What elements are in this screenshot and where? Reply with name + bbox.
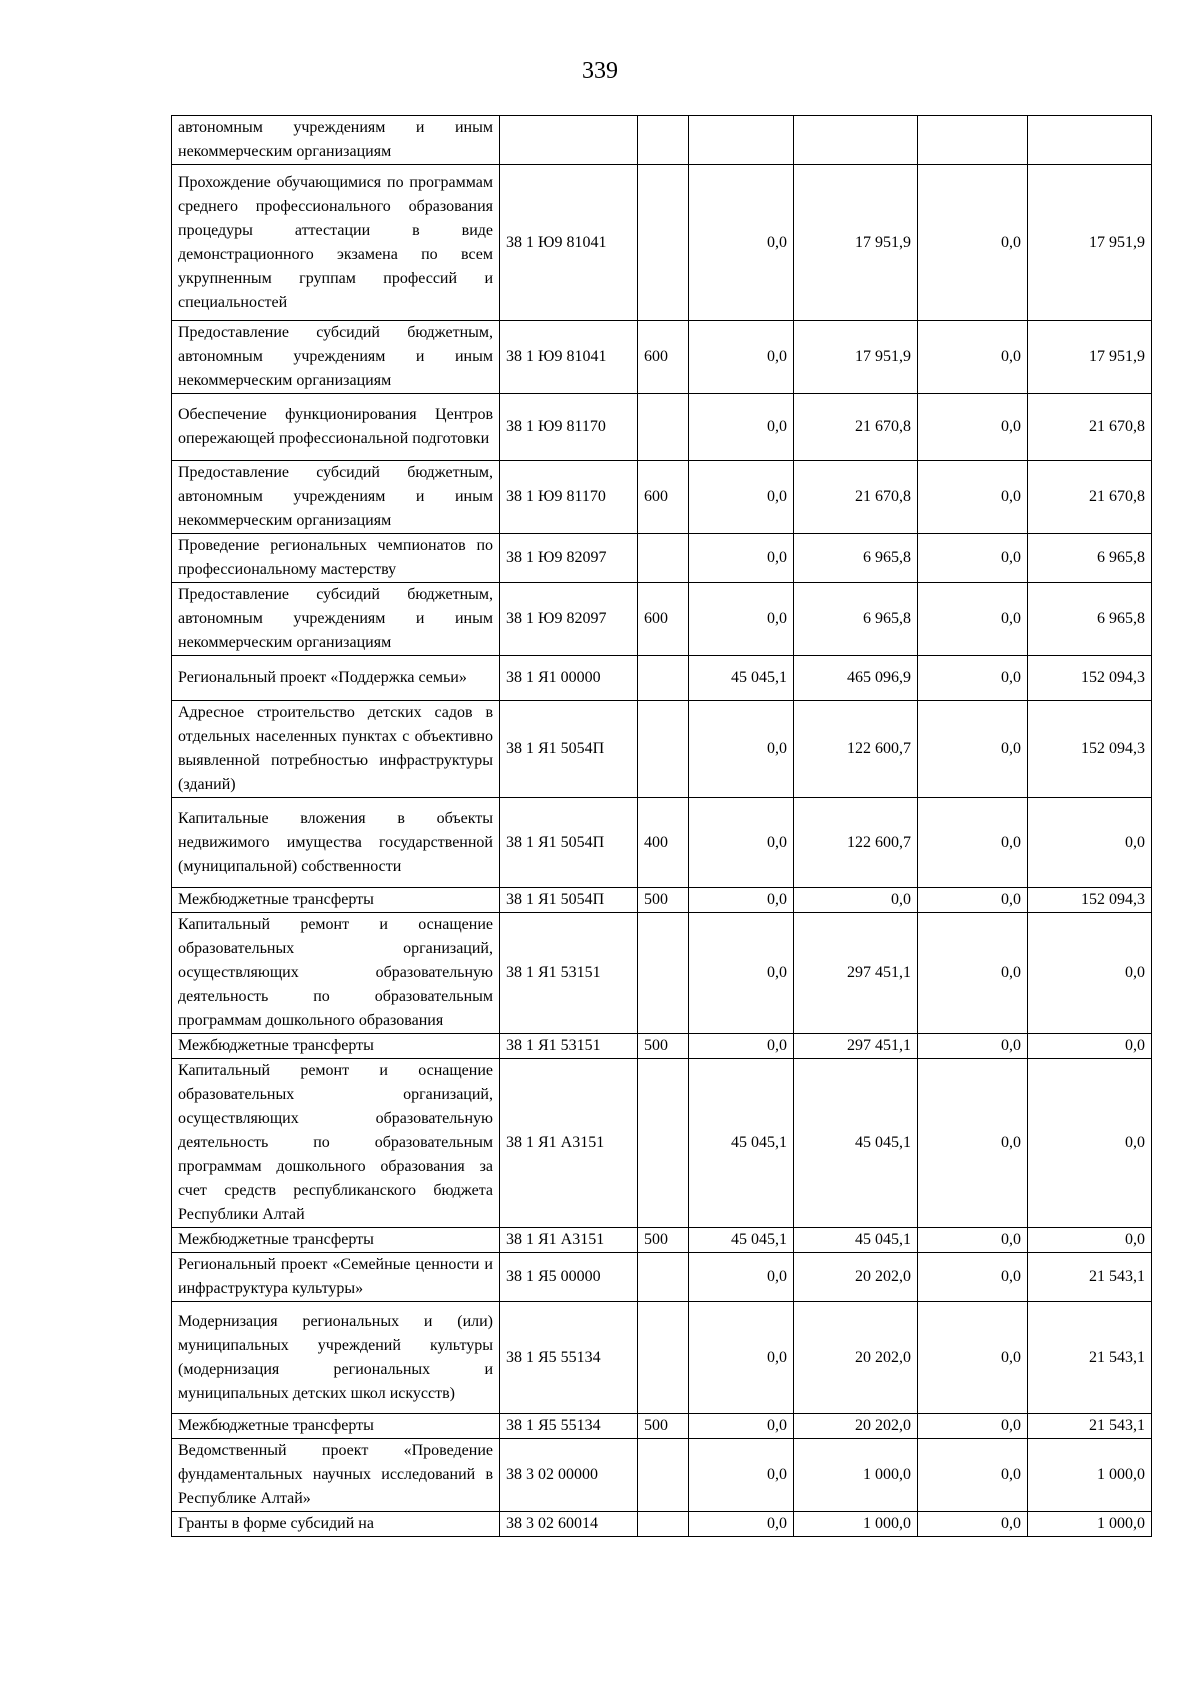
row-value-4: 0,0: [1028, 1034, 1152, 1059]
row-expense-type: [638, 116, 689, 165]
row-value-2: 17 951,9: [794, 165, 918, 321]
row-code: 38 1 Я1 53151: [500, 913, 638, 1034]
row-expense-type: [638, 1512, 689, 1537]
row-value-1: 45 045,1: [689, 656, 794, 701]
row-code: 38 3 02 00000: [500, 1439, 638, 1512]
row-expense-type: 500: [638, 1414, 689, 1439]
row-value-1: 0,0: [689, 798, 794, 888]
row-expense-type: 500: [638, 1034, 689, 1059]
row-code: 38 1 Ю9 82097: [500, 534, 638, 583]
row-code: 38 1 Я1 5054П: [500, 701, 638, 798]
row-code: 38 1 Я1 5054П: [500, 888, 638, 913]
row-value-3: 0,0: [918, 1414, 1028, 1439]
row-name: Прохождение обучающимися по программам среднего профессионального образования процедуры аттестации в виде демонстрационного экзамена по всем укрупненным группам профессий и специальностей: [172, 165, 500, 321]
row-code: 38 1 Ю9 82097: [500, 583, 638, 656]
row-expense-type: 600: [638, 321, 689, 394]
row-value-2: 21 670,8: [794, 394, 918, 461]
row-value-1: [689, 116, 794, 165]
table-row: [172, 798, 1152, 888]
row-value-3: 0,0: [918, 534, 1028, 583]
row-value-1: 0,0: [689, 321, 794, 394]
row-value-4: 0,0: [1028, 798, 1152, 888]
row-expense-type: [638, 701, 689, 798]
row-name: Межбюджетные трансферты: [172, 1228, 500, 1253]
row-value-1: 0,0: [689, 1253, 794, 1302]
row-value-3: 0,0: [918, 1253, 1028, 1302]
row-value-1: 0,0: [689, 1034, 794, 1059]
row-code: 38 1 Я1 А3151: [500, 1059, 638, 1228]
row-code: 38 1 Я5 00000: [500, 1253, 638, 1302]
row-value-4: 152 094,3: [1028, 701, 1152, 798]
row-expense-type: 400: [638, 798, 689, 888]
row-value-3: 0,0: [918, 888, 1028, 913]
table-row: [172, 1512, 1152, 1537]
row-value-4: 0,0: [1028, 913, 1152, 1034]
row-expense-type: 500: [638, 888, 689, 913]
row-value-4: [1028, 116, 1152, 165]
row-code: 38 1 Ю9 81041: [500, 165, 638, 321]
row-value-1: 0,0: [689, 701, 794, 798]
row-value-3: 0,0: [918, 701, 1028, 798]
row-value-1: 45 045,1: [689, 1228, 794, 1253]
row-expense-type: [638, 1253, 689, 1302]
row-value-2: 20 202,0: [794, 1253, 918, 1302]
row-name: Адресное строительство детских садов в отдельных населенных пунктах с объективно выявленной потребностью инфраструктуры (зданий): [172, 701, 500, 798]
page-number: 339: [582, 58, 618, 84]
row-code: 38 1 Я1 5054П: [500, 798, 638, 888]
row-name: Гранты в форме субсидий на: [172, 1512, 500, 1537]
row-name: Региональный проект «Поддержка семьи»: [172, 656, 500, 701]
table-row: [172, 1034, 1152, 1059]
row-name: Региональный проект «Семейные ценности и инфраструктура культуры»: [172, 1253, 500, 1302]
row-expense-type: [638, 1059, 689, 1228]
table-row: [172, 461, 1152, 534]
row-value-4: 1 000,0: [1028, 1512, 1152, 1537]
row-value-2: [794, 116, 918, 165]
table-row: [172, 1439, 1152, 1512]
row-name: Предоставление субсидий бюджетным, автономным учреждениям и иным некоммерческим организациям: [172, 461, 500, 534]
table-row: [172, 1228, 1152, 1253]
row-code: 38 1 Я1 00000: [500, 656, 638, 701]
row-name: Обеспечение функционирования Центров опережающей профессиональной подготовки: [172, 394, 500, 461]
row-value-4: 6 965,8: [1028, 583, 1152, 656]
table-row: [172, 701, 1152, 798]
row-value-3: 0,0: [918, 656, 1028, 701]
row-name: Капитальный ремонт и оснащение образовательных организаций, осуществляющих образовательную деятельность по образовательным программам дошкольного образования: [172, 913, 500, 1034]
table-row: [172, 534, 1152, 583]
row-name: Межбюджетные трансферты: [172, 1414, 500, 1439]
table-row: [172, 394, 1152, 461]
row-value-1: 0,0: [689, 1414, 794, 1439]
row-value-4: 1 000,0: [1028, 1439, 1152, 1512]
row-code: 38 1 Ю9 81170: [500, 394, 638, 461]
row-value-3: 0,0: [918, 913, 1028, 1034]
row-value-3: 0,0: [918, 798, 1028, 888]
row-code: [500, 116, 638, 165]
row-value-2: 20 202,0: [794, 1302, 918, 1414]
row-value-4: 0,0: [1028, 1059, 1152, 1228]
table-row: [172, 583, 1152, 656]
table-row: [172, 1253, 1152, 1302]
row-value-4: 21 670,8: [1028, 394, 1152, 461]
table-row: [172, 116, 1152, 165]
table-row: [172, 1059, 1152, 1228]
row-expense-type: [638, 534, 689, 583]
row-code: 38 1 Я1 53151: [500, 1034, 638, 1059]
row-value-1: 0,0: [689, 165, 794, 321]
row-value-3: 0,0: [918, 1439, 1028, 1512]
budget-table: [171, 115, 1152, 1537]
row-value-1: 45 045,1: [689, 1059, 794, 1228]
row-expense-type: [638, 394, 689, 461]
table-row: [172, 656, 1152, 701]
row-value-4: 21 543,1: [1028, 1302, 1152, 1414]
row-value-2: 1 000,0: [794, 1439, 918, 1512]
row-name: Предоставление субсидий бюджетным, автономным учреждениям и иным некоммерческим организациям: [172, 583, 500, 656]
row-value-1: 0,0: [689, 1512, 794, 1537]
row-value-2: 1 000,0: [794, 1512, 918, 1537]
row-value-4: 6 965,8: [1028, 534, 1152, 583]
table-row: [172, 321, 1152, 394]
row-value-3: 0,0: [918, 1512, 1028, 1537]
row-value-4: 17 951,9: [1028, 165, 1152, 321]
row-value-3: 0,0: [918, 1302, 1028, 1414]
row-value-1: 0,0: [689, 583, 794, 656]
row-expense-type: [638, 913, 689, 1034]
row-expense-type: [638, 656, 689, 701]
row-value-2: 6 965,8: [794, 534, 918, 583]
row-name: Капитальные вложения в объекты недвижимого имущества государственной (муниципальной) собственности: [172, 798, 500, 888]
row-name: автономным учреждениям и иным некоммерческим организациям: [172, 116, 500, 165]
row-name: Предоставление субсидий бюджетным, автономным учреждениям и иным некоммерческим организациям: [172, 321, 500, 394]
row-value-4: 0,0: [1028, 1228, 1152, 1253]
table-row: [172, 913, 1152, 1034]
row-value-4: 152 094,3: [1028, 656, 1152, 701]
row-value-4: 152 094,3: [1028, 888, 1152, 913]
row-expense-type: 600: [638, 461, 689, 534]
table-row: [172, 1302, 1152, 1414]
row-code: 38 1 Я5 55134: [500, 1302, 638, 1414]
row-value-2: 6 965,8: [794, 583, 918, 656]
table-row: [172, 888, 1152, 913]
row-value-1: 0,0: [689, 888, 794, 913]
row-name: Капитальный ремонт и оснащение образовательных организаций, осуществляющих образовательную деятельность по образовательным программам дошкольного образования за счет средств республиканского бюджета Республики Алтай: [172, 1059, 500, 1228]
row-value-2: 45 045,1: [794, 1228, 918, 1253]
row-value-2: 297 451,1: [794, 1034, 918, 1059]
table-row: [172, 1414, 1152, 1439]
row-value-1: 0,0: [689, 1302, 794, 1414]
row-value-2: 122 600,7: [794, 701, 918, 798]
row-value-2: 21 670,8: [794, 461, 918, 534]
row-value-4: 21 543,1: [1028, 1414, 1152, 1439]
row-code: 38 1 Ю9 81041: [500, 321, 638, 394]
row-value-2: 465 096,9: [794, 656, 918, 701]
row-value-3: [918, 116, 1028, 165]
row-name: Модернизация региональных и (или) муниципальных учреждений культуры (модернизация региональных и муниципальных детских школ искусств): [172, 1302, 500, 1414]
row-name: Проведение региональных чемпионатов по профессиональному мастерству: [172, 534, 500, 583]
row-name: Межбюджетные трансферты: [172, 1034, 500, 1059]
row-value-3: 0,0: [918, 165, 1028, 321]
row-name: Межбюджетные трансферты: [172, 888, 500, 913]
row-code: 38 3 02 60014: [500, 1512, 638, 1537]
row-code: 38 1 Я1 А3151: [500, 1228, 638, 1253]
row-value-1: 0,0: [689, 394, 794, 461]
row-value-3: 0,0: [918, 461, 1028, 534]
row-expense-type: [638, 1439, 689, 1512]
row-expense-type: [638, 165, 689, 321]
row-value-2: 297 451,1: [794, 913, 918, 1034]
row-value-2: 45 045,1: [794, 1059, 918, 1228]
row-code: 38 1 Я5 55134: [500, 1414, 638, 1439]
row-value-3: 0,0: [918, 1228, 1028, 1253]
row-value-1: 0,0: [689, 534, 794, 583]
row-value-2: 20 202,0: [794, 1414, 918, 1439]
row-value-2: 17 951,9: [794, 321, 918, 394]
row-value-4: 17 951,9: [1028, 321, 1152, 394]
row-expense-type: 500: [638, 1228, 689, 1253]
row-value-1: 0,0: [689, 1439, 794, 1512]
row-value-3: 0,0: [918, 583, 1028, 656]
row-value-2: 0,0: [794, 888, 918, 913]
row-expense-type: 600: [638, 583, 689, 656]
row-value-4: 21 543,1: [1028, 1253, 1152, 1302]
row-value-3: 0,0: [918, 394, 1028, 461]
row-value-3: 0,0: [918, 1059, 1028, 1228]
row-value-2: 122 600,7: [794, 798, 918, 888]
row-value-1: 0,0: [689, 913, 794, 1034]
table-row: [172, 165, 1152, 321]
row-value-1: 0,0: [689, 461, 794, 534]
row-value-3: 0,0: [918, 321, 1028, 394]
row-name: Ведомственный проект «Проведение фундаментальных научных исследований в Республике Алтай»: [172, 1439, 500, 1512]
row-value-3: 0,0: [918, 1034, 1028, 1059]
row-code: 38 1 Ю9 81170: [500, 461, 638, 534]
row-expense-type: [638, 1302, 689, 1414]
row-value-4: 21 670,8: [1028, 461, 1152, 534]
